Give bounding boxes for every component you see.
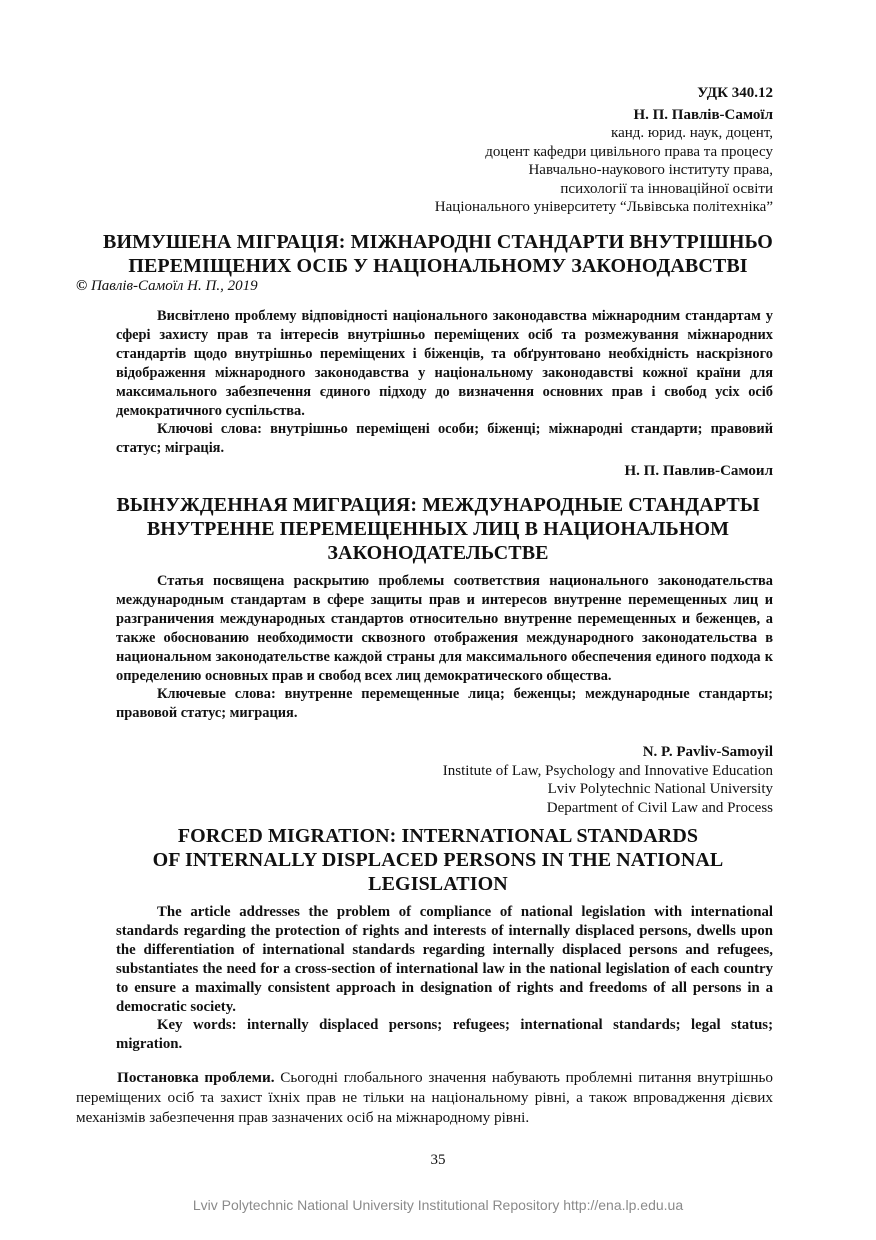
en-keywords: Key words: internally displaced persons; refugees; international standards; legal status; migration. bbox=[116, 1017, 773, 1053]
en-affiliation-line: Institute of Law, Psychology and Innovative Education bbox=[442, 762, 773, 779]
ru-title-line: ВЫНУЖДЕННАЯ МИГРАЦИЯ: МЕЖДУНАРОДНЫЕ СТАНДАРТЫ bbox=[116, 494, 760, 516]
copyright-icon: © bbox=[76, 278, 88, 294]
copyright-line bbox=[76, 278, 773, 295]
ru-abstract: Статья посвящена раскрытию проблемы соответствия национального законодательства международным стандартам в сфере защиты прав и интересов внутренне перемещенных лиц и разграничения международных стандартов относительно внутренне перемещенных и беженцев, а также обоснованию необходимости сквозного отображения международного законодательства в национальном законодательстве каждой страны для максимального обеспечения единого подхода к определению основных прав и свобод всех лиц демократического общества. bbox=[116, 573, 773, 684]
en-author-name: N. P. Pavliv-Samoyil bbox=[642, 744, 773, 760]
section-heading-inline: Постановка проблеми. bbox=[117, 1069, 275, 1086]
ua-affiliation-line: Навчально-наукового інституту права, bbox=[528, 162, 773, 178]
article-body bbox=[76, 1068, 773, 1128]
ua-affiliation-line: Національного університету “Львівська політехніка” bbox=[434, 199, 773, 215]
ua-keywords: Ключові слова: внутрішньо переміщені особи; біженці; міжнародні стандарти; правовий статус; міграція. bbox=[116, 421, 773, 457]
en-title-line: FORCED MIGRATION: INTERNATIONAL STANDARDS bbox=[177, 825, 699, 847]
ru-abstract-block bbox=[116, 572, 773, 723]
ua-title-line: ВИМУШЕНА МІГРАЦІЯ: МІЖНАРОДНІ СТАНДАРТИ ВНУТРІШНЬО bbox=[103, 231, 773, 253]
body-paragraph-text: Сьогодні глобального значення набувають проблемні питання внутрішньо переміщених осіб та захист їхніх прав не тільки на національному рівні, а також впровадження дієвих механізмів забезпечення прав зазначених осіб на міжнародному рівні. bbox=[76, 1069, 773, 1126]
udc-code: УДК 340.12 bbox=[697, 85, 773, 101]
ua-affiliation-line: канд. юрид. наук, доцент, bbox=[611, 125, 773, 141]
ru-article-title bbox=[40, 493, 836, 565]
repository-footer: Lviv Polytechnic National University Institutional Repository http://ena.lp.edu.ua bbox=[192, 1197, 684, 1213]
copyright-text: Павлів-Самоїл Н. П., 2019 bbox=[90, 278, 258, 294]
ru-author-name: Н. П. Павлив-Самоил bbox=[624, 463, 773, 479]
ua-abstract: Висвітлено проблему відповідності національного законодавства міжнародним стандартам у сфері захисту прав та інтересів внутрішньо переміщених осіб та розмежування міжнародних стандартів щодо внутрішньо переміщених і біженців, та обґрунтовано необхідність наскрізного відображення міжнародного законодавства у національному законодавстві кожної країни для максимального забезпечення єдиного підходу до визначення основних прав і свобод усіх осіб демократичного суспільства. bbox=[116, 308, 773, 419]
page-number: 35 bbox=[430, 1152, 446, 1168]
ua-author-name: Н. П. Павлів-Самоїл bbox=[633, 106, 773, 123]
ua-abstract-block bbox=[116, 307, 773, 458]
en-affiliation-line: Department of Civil Law and Process bbox=[546, 799, 773, 816]
en-title-line: LEGISLATION bbox=[368, 873, 508, 895]
ua-title-line: ПЕРЕМІЩЕНИХ ОСІБ У НАЦІОНАЛЬНОМУ ЗАКОНОДАВСТВІ bbox=[128, 255, 748, 277]
ru-title-line: ВНУТРЕННЕ ПЕРЕМЕЩЕННЫХ ЛИЦ В НАЦИОНАЛЬНОМ bbox=[146, 518, 730, 540]
en-abstract: The article addresses the problem of compliance of national legislation with international standards regarding the protection of rights and interests of internally displaced persons, dwells upon the differentiation of international standards regarding internally displaced persons and refugees, substantiates the need for a cross-section of international law in the national legislation of each country to ensure a maximally consistent approach in designation of rights and freedoms of all persons in a democratic society. bbox=[116, 904, 773, 1015]
en-abstract-block bbox=[116, 903, 773, 1054]
ua-article-title bbox=[40, 230, 836, 278]
en-article-title bbox=[40, 824, 836, 896]
ua-header-block bbox=[76, 84, 773, 217]
body-paragraph bbox=[76, 1068, 773, 1128]
ru-title-line: ЗАКОНОДАТЕЛЬСТВЕ bbox=[327, 542, 549, 564]
ua-affiliation-line: доцент кафедри цивільного права та процесу bbox=[485, 143, 773, 160]
ru-header-block bbox=[76, 462, 773, 481]
ua-affiliation-line: психології та інноваційної освіти bbox=[560, 180, 773, 197]
en-affiliation-line: Lviv Polytechnic National University bbox=[547, 781, 773, 797]
ru-keywords: Ключевые слова: внутренне перемещенные лица; беженцы; международные стандарты; правовой статус; миграция. bbox=[116, 686, 773, 722]
en-title-line: OF INTERNALLY DISPLACED PERSONS IN THE NATIONAL bbox=[152, 849, 724, 871]
en-header-block bbox=[76, 743, 773, 817]
